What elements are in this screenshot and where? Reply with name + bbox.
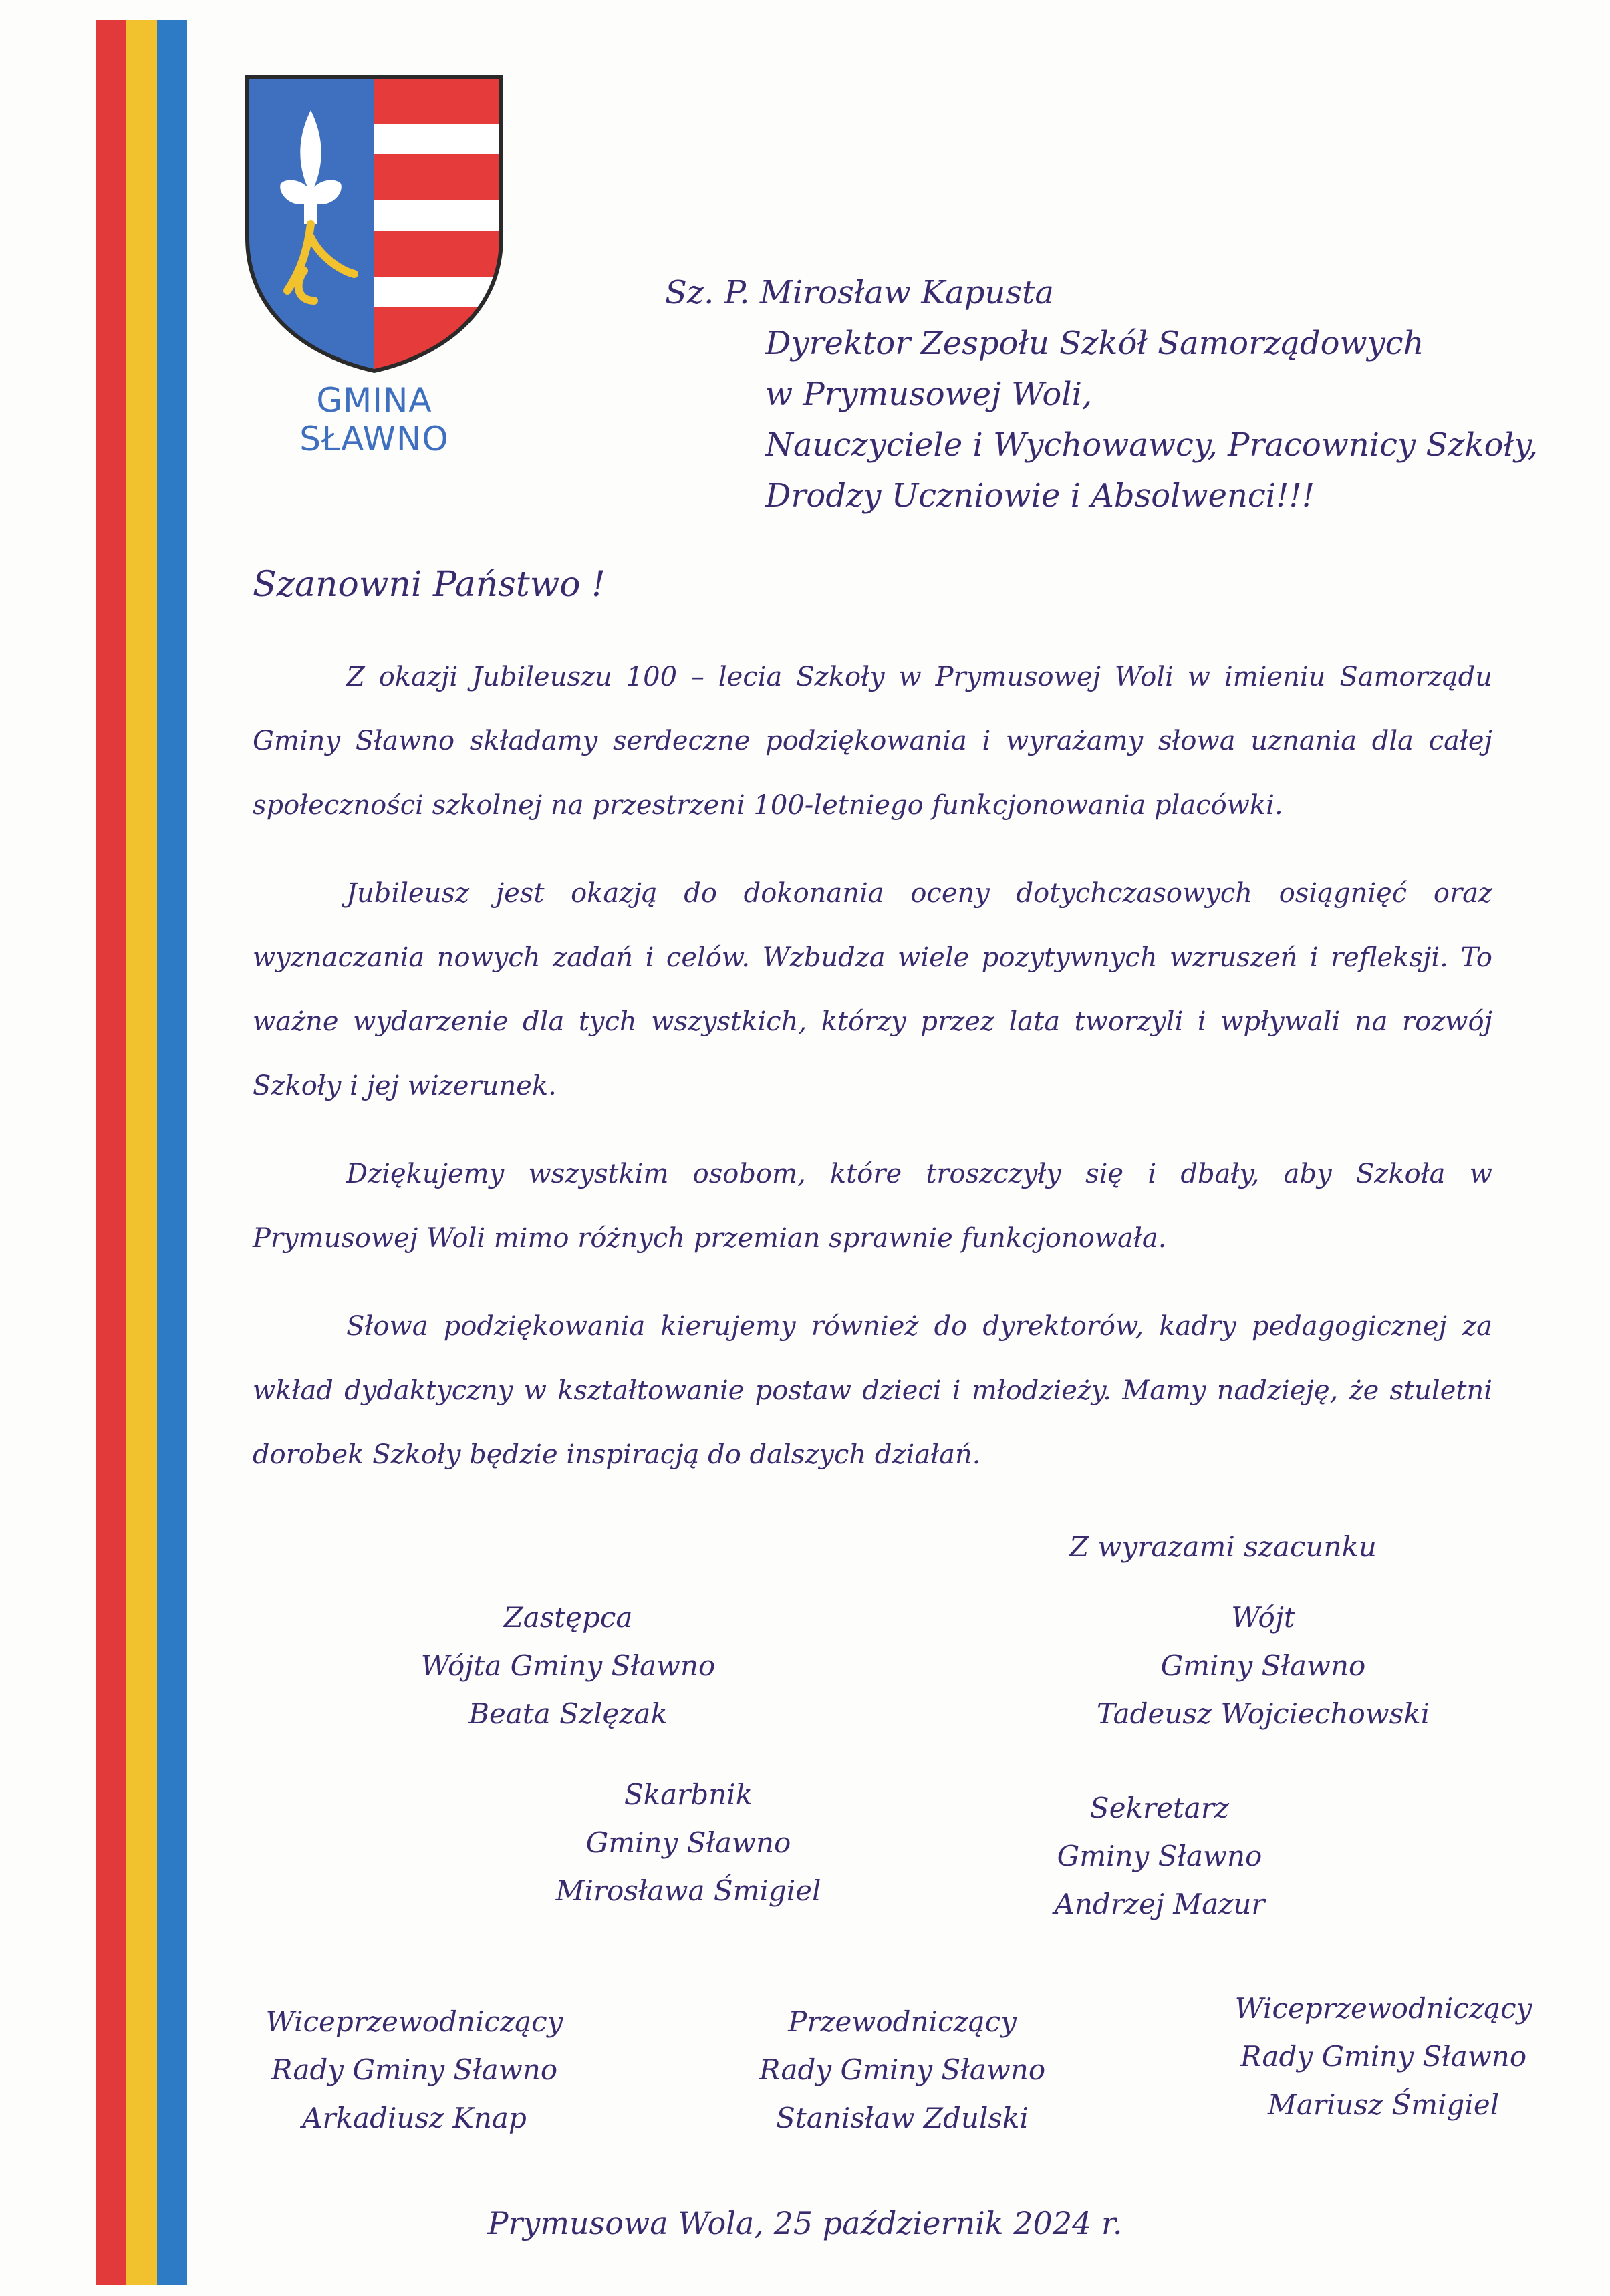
signature-office: Gminy Sławno: [585, 1826, 791, 1859]
signature-person: Arkadiusz Knap: [302, 2102, 527, 2134]
addressee-line: Sz. P. Mirosław Kapusta: [665, 274, 1054, 311]
addressee-line: Dyrektor Zespołu Szkół Samorządowych: [765, 325, 1424, 362]
signature-title: Sekretarz: [1089, 1791, 1230, 1824]
greeting: Szanowni Państwo !: [253, 565, 606, 605]
signature-title: Wiceprzewodniczący: [265, 2005, 563, 2038]
signature-office: Rady Gminy Sławno: [1240, 2040, 1527, 2073]
signature-title: Wiceprzewodniczący: [1234, 1992, 1532, 2025]
signature-title: Wójt: [1231, 1601, 1295, 1634]
letter-body: [253, 645, 1492, 1511]
signature-treasurer: [495, 1771, 882, 1915]
logo-name: GMINA SŁAWNO: [299, 381, 449, 458]
signature-secretary: [966, 1784, 1353, 1928]
signature-person: Beata Szlęzak: [468, 1697, 668, 1730]
signature-title: Skarbnik: [624, 1778, 753, 1811]
tricolor-stripes: [96, 20, 187, 2285]
signature-vice-chair-1: [221, 1998, 608, 2142]
signature-title: Zastępca: [503, 1601, 633, 1634]
signature-person: Tadeusz Wojciechowski: [1096, 1697, 1430, 1730]
place-and-date: Prymusowa Wola, 25 październik 2024 r.: [487, 2205, 1123, 2241]
signature-office: Rady Gminy Sławno: [759, 2053, 1046, 2086]
signature-office: Gminy Sławno: [1057, 1840, 1262, 1872]
paragraph: Z okazji Jubileuszu 100 – lecia Szkoły w Prymusowej Woli w imieniu Samorządu Gminy Sławno składamy serdeczne podziękowania i wyrażamy słowa uznania dla całej społeczności szkolnej na przestrzeni 100-letniego funkcjonowania placówki.: [253, 662, 1492, 821]
red-stripe: [96, 20, 126, 2285]
addressee-line: w Prymusowej Woli,: [765, 376, 1093, 413]
coat-of-arms-icon: [241, 70, 508, 378]
blue-stripe: [157, 20, 187, 2285]
closing: Z wyrazami szacunku: [1069, 1530, 1377, 1563]
paragraph: Jubileusz jest okazją do dokonania oceny dotychczasowych osiągnięć oraz wyznaczania nowych zadań i celów. Wzbudza wiele pozytywnych wzruszeń i refleksji. To ważne wydarzenie dla tych wszystkich, którzy przez lata tworzyli i wpływali na rozwój Szkoły i jej wizerunek.: [253, 878, 1492, 1101]
signature-person: Mariusz Śmigiel: [1267, 2088, 1500, 2121]
paragraph: Słowa podziękowania kierujemy również do dyrektorów, kadry pedagogicznej za wkład dydaktyczny w kształtowanie postaw dzieci i młodzieży. Mamy nadzieję, że stuletni dorobek Szkoły będzie inspiracją do dalszych działań.: [253, 1311, 1492, 1470]
signature-office: Rady Gminy Sławno: [271, 2053, 558, 2086]
paragraph: Dziękujemy wszystkim osobom, które troszczyły się i dbały, aby Szkoła w Prymusowej Woli mimo różnych przemian sprawnie funkcjonowała.: [253, 1159, 1492, 1254]
signature-person: Stanisław Zdulski: [776, 2102, 1029, 2134]
signature-office: Gminy Sławno: [1160, 1649, 1366, 1682]
signature-mayor: [1069, 1594, 1457, 1738]
addressee-line: Nauczyciele i Wychowawcy, Pracownicy Szkoły,: [765, 426, 1538, 464]
addressee-block: [665, 267, 1538, 521]
signature-title: Przewodniczący: [788, 2005, 1017, 2038]
signature-person: Mirosława Śmigiel: [555, 1874, 821, 1907]
signature-deputy-mayor: [374, 1594, 762, 1738]
addressee-line: Drodzy Uczniowie i Absolwenci!!!: [765, 477, 1315, 515]
signature-office: Wójta Gminy Sławno: [420, 1649, 716, 1682]
yellow-stripe: [126, 20, 156, 2285]
municipality-logo: [241, 70, 508, 458]
signature-vice-chair-2: [1190, 1985, 1577, 2129]
signature-person: Andrzej Mazur: [1054, 1888, 1265, 1920]
signature-chair: [708, 1998, 1096, 2142]
